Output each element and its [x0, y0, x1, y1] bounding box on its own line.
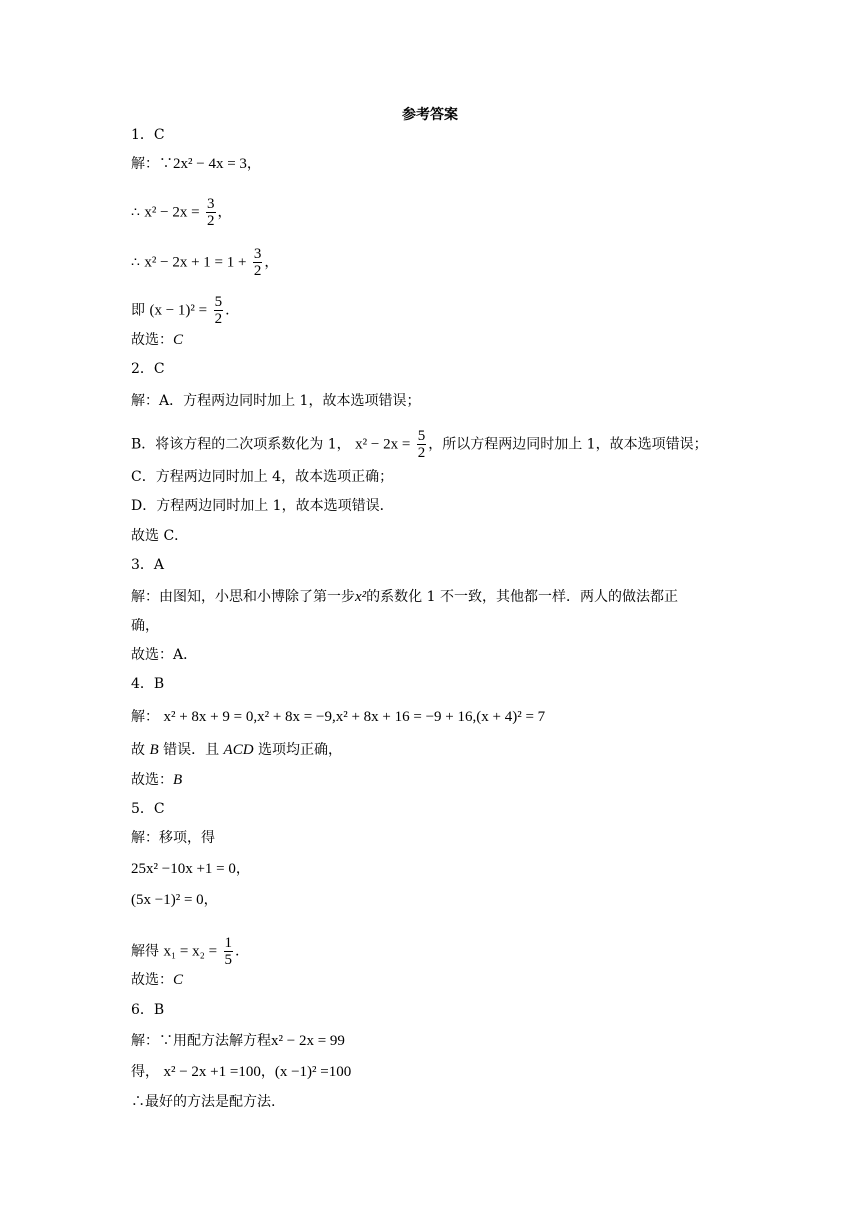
q4-equation-chain: x² + 8x + 9 = 0,x² + 8x = −9,x² + 8x + 16 = −9 + 16,(x + 4)² = 7 [163, 709, 546, 725]
q5-line-1: 解：移项，得 [131, 830, 215, 846]
q1-equation-4: (x − 1)² = [149, 302, 208, 319]
q1-heading: 1．C [131, 127, 165, 143]
q6-line-3: ∴最好的方法是配方法. [131, 1094, 276, 1110]
q5-heading: 5．C [131, 801, 165, 817]
q1-equation-3: x² − 2x + 1 = 1 + [144, 254, 247, 271]
q5-conclusion: 故选：C [131, 972, 184, 988]
q4-line-2: 故 B 错误．且 ACD 选项均正确， [131, 742, 342, 758]
q1-fraction-3: $\frac{3}{2}$ [253, 246, 262, 279]
q3-heading: 3．A [131, 557, 165, 573]
q6-equation-1: x² − 2x = 99 [271, 1033, 345, 1049]
q1-line-4: 即 (x − 1)² = $\frac{5}{2}$ . [131, 294, 230, 327]
q6-equation-3: (x −1)² =100 [274, 1064, 352, 1080]
q3-line-2: 确， [131, 618, 159, 634]
q5-equation-1: 25x² −10x +1 = 0 [131, 861, 236, 877]
q4-conclusion: 故选：B [131, 772, 183, 788]
q5-fraction: $\frac{1}{5}$ [224, 935, 233, 968]
q1-fraction-4: $\frac{5}{2}$ [214, 294, 223, 327]
q5-line-4: 解得 x₁ = x₂ = $\frac{1}{5}$ . [131, 935, 240, 968]
q2-option-d: D．方程两边同时加上 1，故本选项错误． [131, 498, 394, 514]
q5-equation-3: x₁ = x₂ = [163, 943, 218, 960]
q5-line-2: 25x² −10x +1 = 0， [131, 861, 250, 877]
q1-line-2: ∴ x² − 2x = $\frac{3}{2}$ ， [131, 196, 232, 229]
q6-heading: 6．B [131, 1002, 165, 1018]
q1-line-1: 解：∵2x² − 4x = 3， [131, 156, 261, 172]
q5-line-3: (5x −1)² = 0， [131, 892, 218, 908]
q6-line-1: 解：∵用配方法解方程x² − 2x = 99 [131, 1033, 345, 1049]
q5-equation-2: (5x −1)² = 0 [131, 892, 204, 908]
q4-heading: 4．B [131, 676, 165, 692]
q1-conclusion: 故选：C [131, 332, 184, 348]
q3-conclusion: 故选：A． [131, 647, 198, 663]
page-title: 参考答案 [402, 107, 458, 123]
q3-line-1: 解：由图知，小思和小博除了第一步x²的系数化 1 不一致，其他都一样．两人的做法都正 [131, 589, 678, 605]
q2-option-a: 解：A．方程两边同时加上 1，故本选项错误； [131, 393, 421, 409]
q1-line-3: ∴ x² − 2x + 1 = 1 + $\frac{3}{2}$ ， [131, 246, 279, 279]
q1-fraction-2: $\frac{3}{2}$ [207, 196, 215, 229]
q2-option-c: C．方程两边同时加上 4，故本选项正确； [131, 469, 394, 485]
q2-heading: 2．C [131, 361, 165, 377]
q6-line-2: 得， x² − 2x +1 =100，(x −1)² =100 [131, 1064, 352, 1080]
q2-option-b: B．将该方程的二次项系数化为 1， x² − 2x = $\frac{5}{2}$ ，所以方程两边同时加上 1，故本选项错误； [131, 428, 708, 461]
q1-equation-1: 2x² − 4x = 3 [173, 156, 247, 172]
q2-conclusion: 故选 C． [131, 528, 189, 544]
q4-line-1: 解： x² + 8x + 9 = 0,x² + 8x = −9,x² + 8x + 16 = −9 + 16,(x + 4)² = 7 [131, 709, 546, 725]
q6-equation-2: x² − 2x +1 =100 [163, 1064, 261, 1080]
q2-fraction: $\frac{5}{2}$ [417, 428, 426, 461]
q1-equation-2: x² − 2x = [144, 204, 200, 221]
q2-equation: x² − 2x = [355, 436, 411, 453]
